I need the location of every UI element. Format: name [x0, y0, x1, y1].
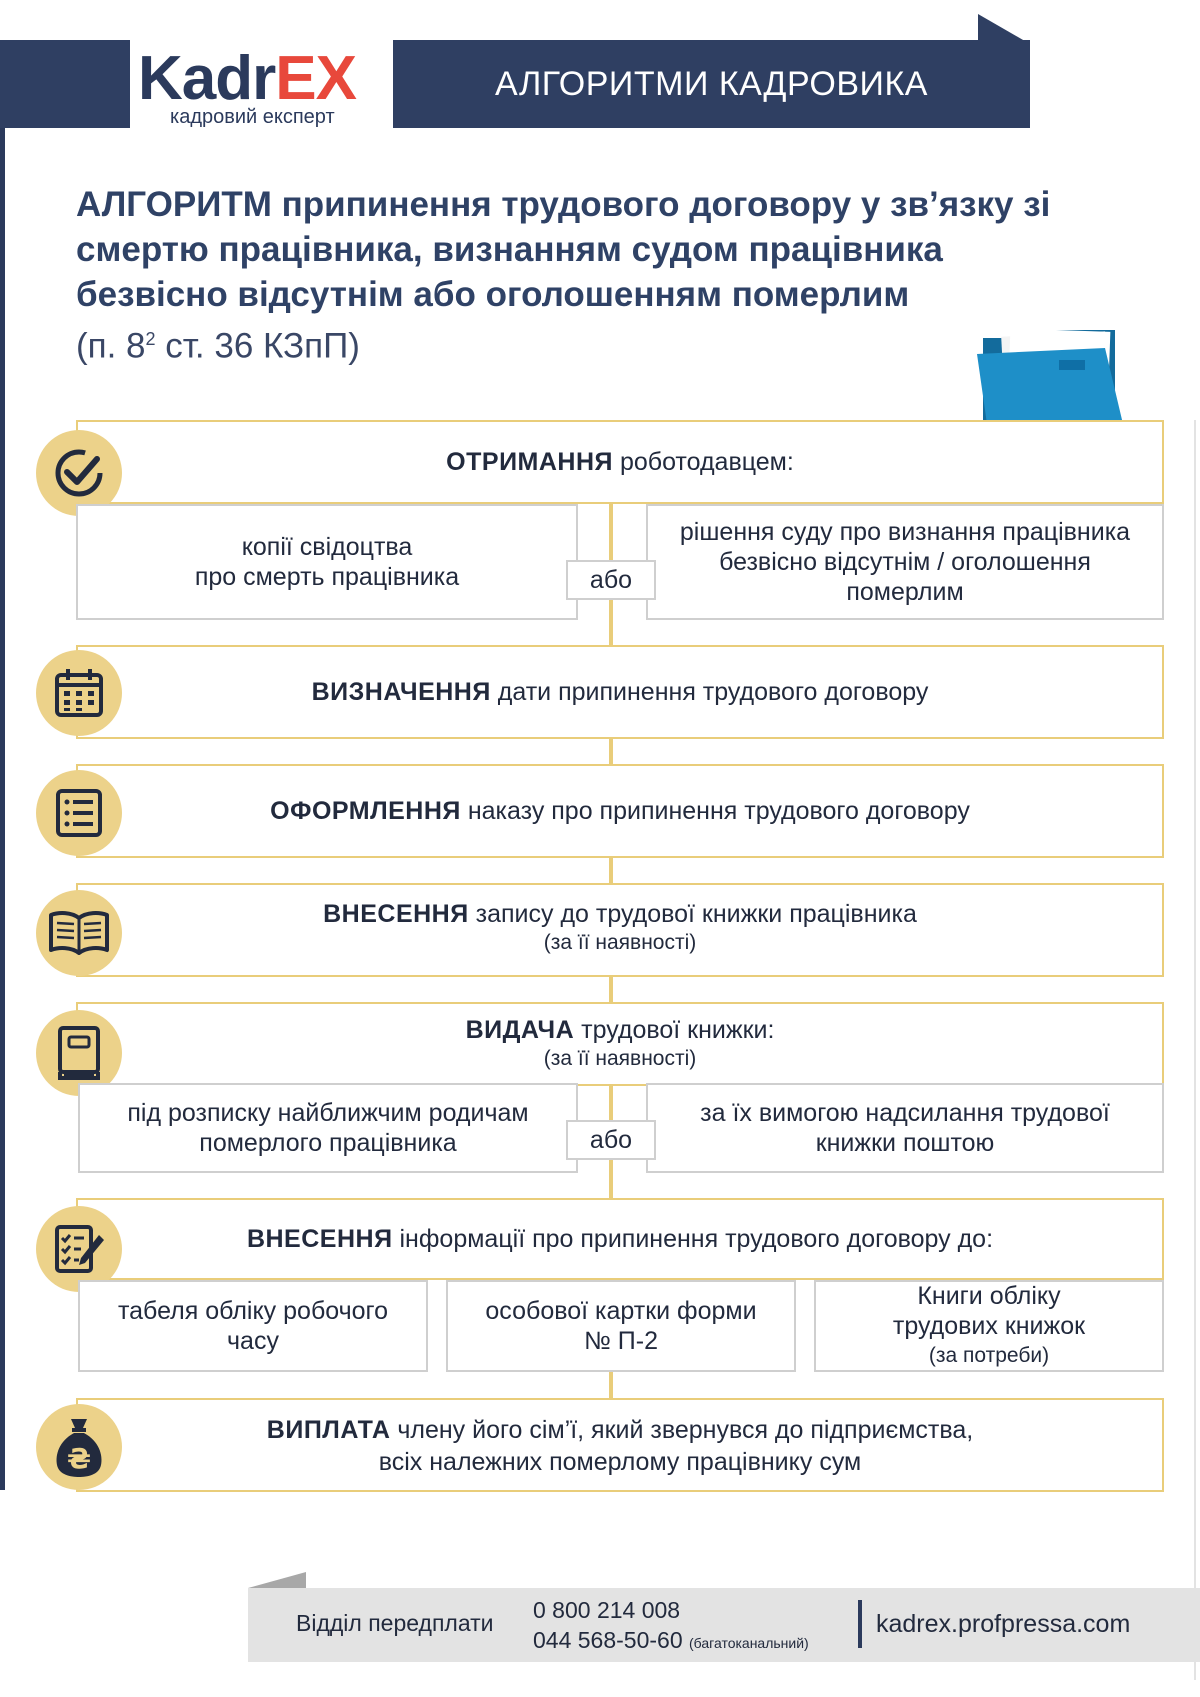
footer-divider: [858, 1600, 862, 1648]
subscription-department: Відділ передплати: [296, 1610, 494, 1636]
step-issue-order: [76, 764, 1164, 858]
option-relatives-receipt: під розписку найближчим родичам померлого працівника: [78, 1083, 578, 1173]
option-mail-delivery: за їх вимогою надсилання трудової книжки поштою: [646, 1083, 1164, 1173]
step-icon: [36, 650, 122, 736]
open-book-icon: [47, 908, 111, 958]
logo-wordmark: KadrEX: [138, 44, 356, 113]
svg-text:₴: ₴: [66, 1442, 92, 1475]
target-personal-card: особової картки форми № П-2: [446, 1280, 796, 1372]
phone-multichannel[interactable]: 044 568-50-60 (багатоканальний): [533, 1627, 809, 1653]
logo-subtitle: кадровий експерт: [170, 106, 335, 128]
step-icon: [36, 770, 122, 856]
step-receipt: [76, 420, 1164, 504]
option-certificate: копії свідоцтва про смерть працівника: [76, 504, 578, 620]
page-title: АЛГОРИТМ припинення трудового договору у зв’язку зі смертю працівника, визнанням судом працівника безвісно відсутнім або оголошенням померлим (п. $8^2$ ст. 36 КЗпП): [76, 182, 1096, 369]
step-issue-workbook: [76, 1002, 1164, 1086]
logo: [130, 40, 393, 132]
step-title: ВИДАЧА трудової книжки: (за її наявності): [465, 1016, 775, 1070]
folder-icon: [975, 320, 1125, 430]
checklist-pen-icon: [51, 1221, 107, 1277]
right-edge-line: [1194, 420, 1196, 1680]
step-icon: [36, 1404, 122, 1490]
footer-tab: [248, 1572, 306, 1588]
phone-toll-free[interactable]: 0 800 214 008: [533, 1597, 681, 1623]
or-connector: або: [566, 560, 656, 600]
step-title: ВНЕСЕННЯ інформації про припинення трудового договору до:: [246, 1225, 994, 1253]
step-title: ОФОРМЛЕННЯ наказу про припинення трудового договору: [270, 797, 970, 825]
legal-reference: (п. $8^2$ ст. 36 КЗпП): [76, 326, 360, 366]
option-court-decision: рішення суду про визнання працівника безвісно відсутнім / оголошення померлим: [646, 504, 1164, 620]
list-icon: [53, 787, 105, 839]
target-timesheet: табеля обліку робочого часу: [78, 1280, 428, 1372]
website-link[interactable]: kadrex.profpressa.com: [876, 1610, 1131, 1638]
step-record-information: [76, 1198, 1164, 1280]
step-determine-date: [76, 645, 1164, 739]
step-icon: [36, 890, 122, 976]
calendar-icon: [52, 666, 106, 720]
step-title: ВИПЛАТА члену його сім’ї, який звернувся до підприємства, всіх належних померлому працівнику сум: [266, 1416, 974, 1476]
checkmark-icon: [51, 445, 107, 501]
money-bag-icon: [53, 1415, 105, 1479]
book-icon: [54, 1024, 104, 1082]
target-workbook-register: Книги обліку трудових книжок (за потреби): [814, 1280, 1164, 1372]
step-title: ВИЗНАЧЕННЯ дати припинення трудового договору: [311, 678, 929, 706]
step-title: ОТРИМАННЯ роботодавцем:: [446, 448, 794, 476]
left-accent-bar: [0, 40, 5, 1490]
step-title: ВНЕСЕННЯ запису до трудової книжки працівника (за її наявності): [323, 900, 917, 954]
step-payment: [76, 1398, 1164, 1492]
or-connector: або: [566, 1120, 656, 1160]
step-workbook-entry: [76, 883, 1164, 977]
section-title: АЛГОРИТМИ КАДРОВИКА: [495, 65, 928, 103]
